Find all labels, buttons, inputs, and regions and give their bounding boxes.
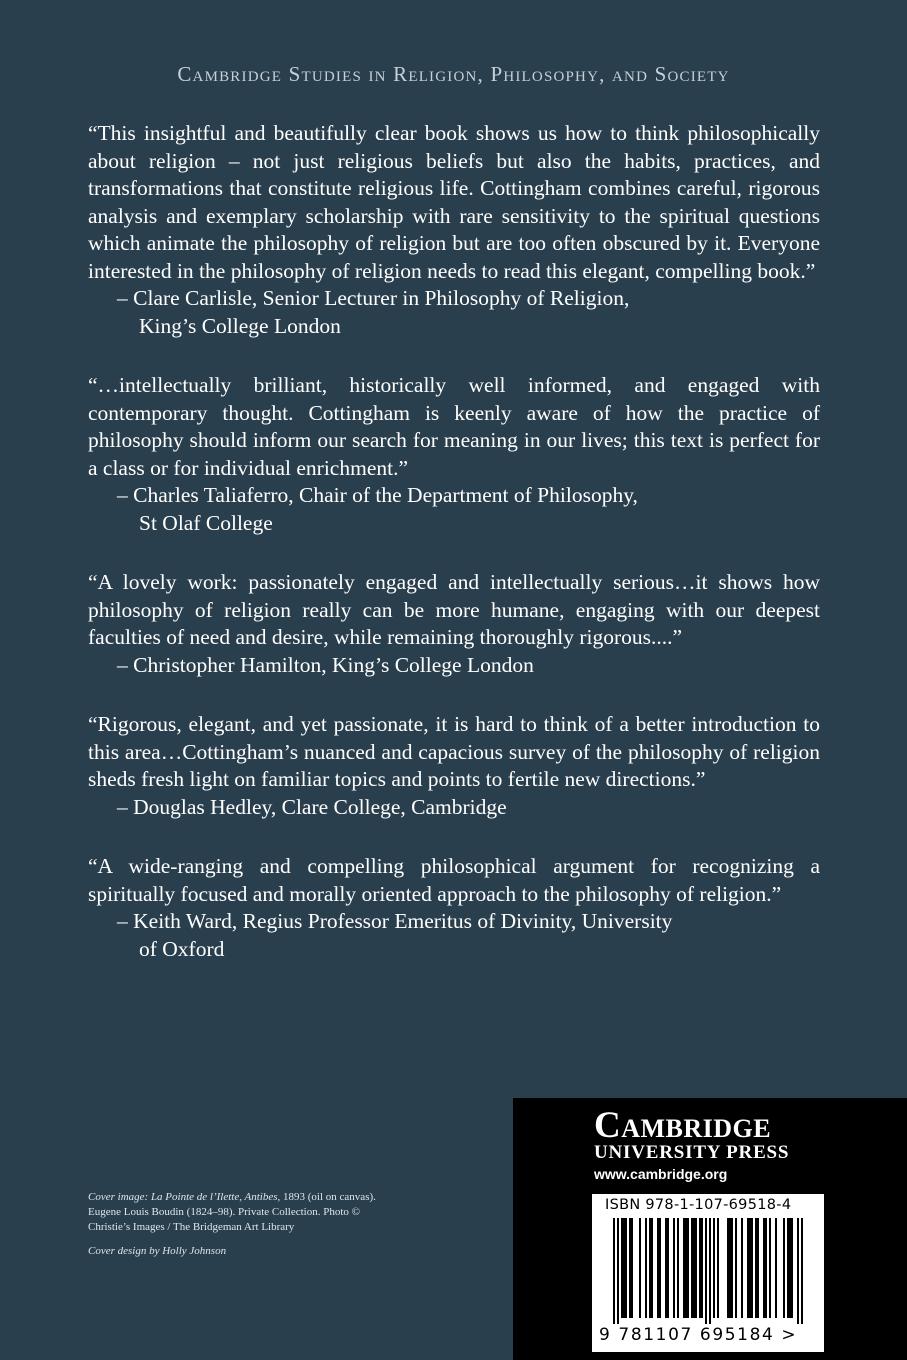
barcode-bar bbox=[741, 1218, 743, 1318]
endorsements bbox=[88, 120, 820, 995]
endorsement-text: “A wide-ranging and compelling philosophical argument for recognizing a spiritually focused and morally oriented approach to the philosophy of religion.” bbox=[88, 854, 820, 906]
barcode-bars-icon bbox=[592, 1194, 824, 1324]
endorsement-attribution bbox=[88, 794, 820, 822]
endorsement bbox=[88, 853, 820, 963]
barcode-bar bbox=[613, 1218, 615, 1324]
barcode-bar bbox=[691, 1218, 693, 1318]
barcode-bar bbox=[713, 1218, 715, 1318]
barcode-bar bbox=[801, 1218, 803, 1324]
barcode-bar bbox=[765, 1218, 767, 1318]
barcode-bar bbox=[617, 1218, 619, 1324]
isbn-label: ISBN 978-1-107-69518-4 bbox=[605, 1197, 792, 1213]
barcode-bar bbox=[789, 1218, 791, 1318]
barcode-bar bbox=[685, 1218, 687, 1318]
publisher-logo-name: Cambridge bbox=[594, 1105, 772, 1146]
barcode-digits: 9 781107 695184 > bbox=[599, 1325, 798, 1345]
barcode-bar bbox=[665, 1218, 667, 1318]
attribution-line-1: – Keith Ward, Regius Professor Emeritus of Divinity, University bbox=[117, 909, 673, 933]
barcode-bar bbox=[709, 1218, 711, 1324]
barcode-bar bbox=[657, 1218, 659, 1318]
endorsement bbox=[88, 120, 820, 340]
barcode-bar bbox=[651, 1218, 653, 1318]
attribution-line-1: – Douglas Hedley, Clare College, Cambridge bbox=[117, 794, 507, 819]
barcode-bar bbox=[687, 1218, 689, 1318]
barcode-bar bbox=[629, 1218, 631, 1318]
barcode-bar bbox=[749, 1218, 751, 1318]
barcode-bar bbox=[705, 1218, 707, 1324]
endorsement-attribution bbox=[88, 482, 820, 537]
barcode-bar bbox=[631, 1218, 633, 1318]
barcode-bar bbox=[775, 1218, 777, 1318]
attribution-line-2: of Oxford bbox=[139, 936, 225, 961]
cover-credits bbox=[88, 1190, 378, 1268]
barcode-bar bbox=[623, 1218, 625, 1318]
barcode-bar bbox=[755, 1218, 757, 1318]
cover-image-credit: Cover image: La Pointe de l’Ilette, Antibes, 1893 (oil on canvas). Eugene Louis Boudin (1824–98). Private Collection. Photo © Christie’s Images / The Bridgeman Art Library bbox=[88, 1191, 376, 1233]
barcode-bar bbox=[649, 1218, 651, 1318]
endorsement-text: “A lovely work: passionately engaged and intellectually serious…it shows how philosophy of religion really can be more humane, engaging with our deepest faculties of need and desire, while remaining thoroughly rigorous....” bbox=[88, 570, 820, 649]
barcode-bar bbox=[735, 1218, 737, 1318]
barcode-bar bbox=[791, 1218, 793, 1318]
barcode-bar bbox=[695, 1218, 697, 1318]
barcode-bar bbox=[645, 1218, 647, 1318]
barcode-bar bbox=[747, 1218, 749, 1318]
barcode-bar bbox=[769, 1218, 771, 1318]
barcode-bar bbox=[701, 1218, 703, 1318]
barcode-bar bbox=[621, 1218, 623, 1318]
endorsement-text: “…intellectually brilliant, historically well informed, and engaged with contemporary thought. Cottingham is keenly aware of how the practice of philosophy should inform our search for meaning in our lives; this text is perfect for a class or for individual enrichment.” bbox=[88, 373, 820, 480]
series-title: Cambridge Studies in Religion, Philosophy, and Society bbox=[177, 62, 730, 86]
publisher-url: www.cambridge.org bbox=[594, 1166, 728, 1182]
endorsement-text: “Rigorous, elegant, and yet passionate, it is hard to think of a better introduction to this area…Cottingham’s nuanced and capacious survey of the philosophy of religion sheds fresh light on familiar topics and points to fertile new directions.” bbox=[88, 712, 820, 791]
barcode-bar bbox=[763, 1218, 765, 1318]
barcode-bar bbox=[659, 1218, 661, 1318]
attribution-line-1: – Christopher Hamilton, King’s College London bbox=[117, 652, 534, 677]
barcode-bar bbox=[787, 1218, 789, 1318]
publisher-subtitle: UNIVERSITY PRESS bbox=[594, 1142, 790, 1163]
barcode-bar bbox=[673, 1218, 675, 1318]
attribution-line-2: King’s College London bbox=[139, 313, 341, 338]
barcode-bar bbox=[757, 1218, 759, 1318]
attribution-line-2: St Olaf College bbox=[139, 510, 273, 535]
barcode-bar bbox=[639, 1218, 641, 1318]
endorsement-attribution bbox=[88, 652, 820, 680]
attribution-line-1: – Clare Carlisle, Senior Lecturer in Philosophy of Religion, bbox=[117, 286, 630, 310]
isbn-barcode bbox=[592, 1194, 824, 1352]
endorsement bbox=[88, 711, 820, 821]
barcode-bar bbox=[727, 1218, 729, 1318]
barcode-bar bbox=[699, 1218, 701, 1318]
endorsement-attribution bbox=[88, 908, 820, 963]
endorsement-text: “This insightful and beautifully clear book shows us how to think philosophically about religion – not just religious beliefs but also the habits, practices, and transformations that constitute religious life. Cottingham combines careful, rigorous analysis and exemplary scholarship with rare sensitivity to the spiritual questions which animate the philosophy of religion but are too often obscured by it. Everyone interested in the philosophy of religion needs to read this elegant, compelling book.” bbox=[88, 121, 820, 283]
endorsement bbox=[88, 569, 820, 679]
publisher-block bbox=[513, 1098, 907, 1360]
barcode-bar bbox=[625, 1218, 627, 1318]
barcode-bar bbox=[729, 1218, 731, 1318]
barcode-bar bbox=[783, 1218, 785, 1318]
barcode-bar bbox=[797, 1218, 799, 1324]
endorsement-attribution bbox=[88, 285, 820, 340]
barcode-bar bbox=[731, 1218, 733, 1318]
barcode-bar bbox=[667, 1218, 669, 1318]
attribution-line-1: – Charles Taliaferro, Chair of the Department of Philosophy, bbox=[117, 483, 638, 507]
endorsement bbox=[88, 372, 820, 537]
barcode-bar bbox=[693, 1218, 695, 1318]
barcode-bar bbox=[717, 1218, 719, 1318]
barcode-bar bbox=[677, 1218, 679, 1318]
barcode-bar bbox=[683, 1218, 685, 1318]
cover-design-credit: Cover design by Holly Johnson bbox=[88, 1245, 227, 1257]
barcode-bar bbox=[751, 1218, 753, 1318]
